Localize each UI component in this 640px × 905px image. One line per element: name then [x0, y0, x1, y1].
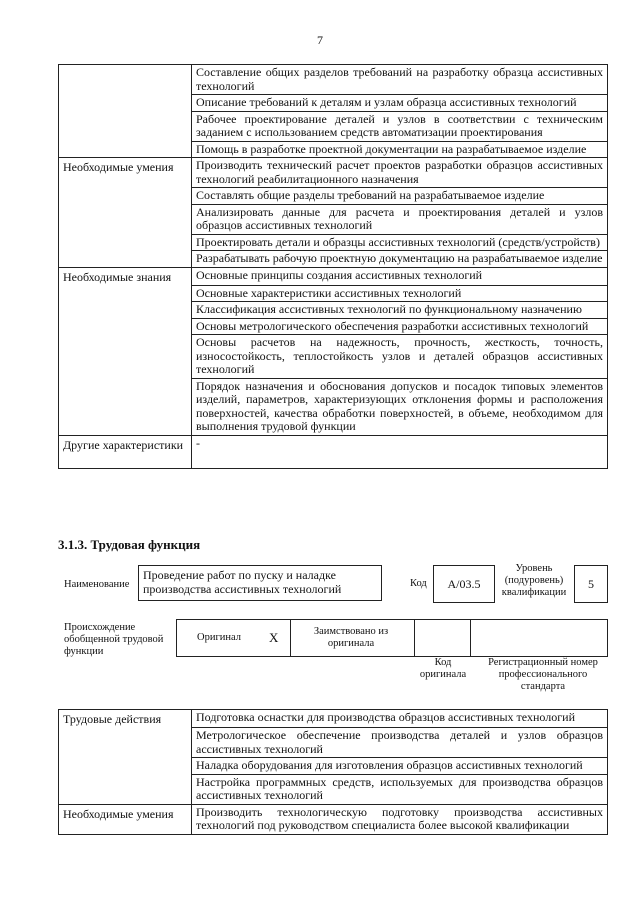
row-label: Необходимые знания	[59, 267, 192, 285]
row-text: Разрабатывать рабочую проектную документацию на разрабатываемое изделие	[192, 251, 608, 268]
row-label: Необходимые умения	[59, 158, 192, 188]
row-label: Необходимые умения	[59, 804, 192, 834]
table-row	[59, 804, 608, 834]
table-row	[59, 251, 608, 268]
table-row	[59, 318, 608, 335]
table-row	[59, 158, 608, 188]
row-text: Основы метрологического обеспечения разработки ассистивных технологий	[192, 318, 608, 335]
table-row	[59, 65, 608, 95]
row-text: Рабочее проектирование деталей и узлов в соответствии с техническим заданием с использованием средств автоматизации проектирования	[192, 111, 608, 141]
row-label	[59, 65, 192, 95]
row-label	[59, 188, 192, 205]
row-label	[59, 774, 192, 804]
competency-table-1	[58, 64, 608, 469]
row-label	[59, 728, 192, 758]
name-label: Наименование	[64, 579, 130, 590]
row-text: Метрологическое обеспечение производства деталей и узлов образцов ассистивных технологий	[192, 728, 608, 758]
row-label	[59, 141, 192, 158]
row-text: Основные характеристики ассистивных технологий	[192, 285, 608, 302]
row-label	[59, 234, 192, 251]
row-text: Производить технический расчет проектов разработки образцов ассистивных технологий реабилитационного назначения	[192, 158, 608, 188]
row-label	[59, 758, 192, 775]
table-row	[59, 141, 608, 158]
table-row	[59, 335, 608, 379]
table-row	[59, 234, 608, 251]
row-label	[59, 335, 192, 379]
origin-box	[176, 619, 608, 657]
table-row	[59, 302, 608, 319]
origin-mark: X	[269, 630, 279, 645]
table-row	[59, 378, 608, 435]
row-text: Проектировать детали и образцы ассистивных технологий (средств/устройств)	[192, 234, 608, 251]
page-number: 7	[317, 33, 323, 47]
row-label	[59, 318, 192, 335]
table-row	[59, 204, 608, 234]
row-text: Порядок назначения и обоснования допусков и посадок типовых элементов изделий, параметров, характеризующих отклонения формы и расположения поверхностей, качества обработки поверхностей, в объеме, необходимом для выполнения трудовой функции	[192, 378, 608, 435]
row-text: Составлять общие разделы требований на разрабатываемое изделие	[192, 188, 608, 205]
code-caption: Код оригинала	[419, 657, 467, 680]
row-text: Составление общих разделов требований на разработку образца ассистивных технологий	[192, 65, 608, 95]
table-row	[59, 435, 608, 468]
table-row	[59, 267, 608, 285]
row-text: Классификация ассистивных технологий по функциональному назначению	[192, 302, 608, 319]
origin-label: Происхождение обобщенной трудовой функции	[64, 622, 164, 657]
table-row	[59, 111, 608, 141]
table-row	[59, 285, 608, 302]
competency-table-2	[58, 709, 608, 835]
row-label	[59, 111, 192, 141]
row-text: Основные принципы создания ассистивных технологий	[192, 267, 608, 285]
row-label	[59, 204, 192, 234]
table-row	[59, 95, 608, 112]
function-name: Проведение работ по пуску и наладке производства ассистивных технологий	[138, 565, 382, 601]
section-heading: 3.1.3. Трудовая функция	[58, 537, 201, 552]
row-text: Производить технологическую подготовку производства ассистивных технологий под руководством специалиста более высокой квалификации	[192, 804, 608, 834]
table-row	[59, 728, 608, 758]
row-text: -	[192, 435, 608, 468]
row-label	[59, 251, 192, 268]
row-label	[59, 378, 192, 435]
row-text: Основы расчетов на надежность, прочность, жесткость, точность, износостойкость, теплостойкость узлов и деталей образцов ассистивных технологий	[192, 335, 608, 379]
row-text: Описание требований к деталям и узлам образца ассистивных технологий	[192, 95, 608, 112]
row-label	[59, 285, 192, 302]
divider	[414, 620, 415, 656]
divider	[290, 620, 291, 656]
row-text: Подготовка оснастки для производства образцов ассистивных технологий	[192, 710, 608, 728]
row-text: Анализировать данные для расчета и проектирования деталей и узлов образцов ассистивных технологий	[192, 204, 608, 234]
table-row	[59, 188, 608, 205]
origin-original: Оригинал	[197, 632, 241, 643]
divider	[470, 620, 471, 656]
function-code: А/03.5	[433, 565, 495, 603]
row-label: Трудовые действия	[59, 710, 192, 728]
row-text: Наладка оборудования для изготовления образцов ассистивных технологий	[192, 758, 608, 775]
row-text: Помощь в разработке проектной документации на разрабатываемое изделие	[192, 141, 608, 158]
row-label: Другие характеристики	[59, 435, 192, 468]
table-row	[59, 774, 608, 804]
table-row	[59, 758, 608, 775]
row-label	[59, 302, 192, 319]
level-label: Уровень (подуровень) квалификации	[501, 563, 567, 598]
row-label	[59, 95, 192, 112]
row-text: Настройка программных средств, используемых для производства образцов ассистивных технологий	[192, 774, 608, 804]
level-value: 5	[574, 565, 608, 603]
table-row	[59, 710, 608, 728]
origin-borrowed: Заимствовано из оригинала	[313, 626, 389, 649]
code-label: Код	[410, 578, 427, 589]
reg-caption: Регистрационный номер профессионального стандарта	[488, 657, 598, 692]
